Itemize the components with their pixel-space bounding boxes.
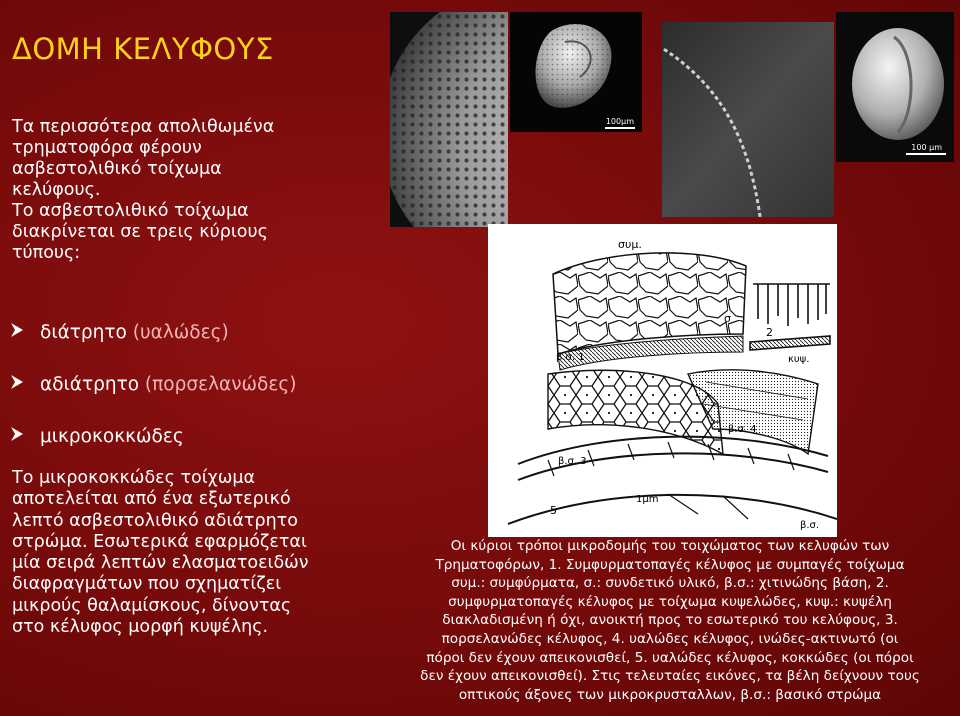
diagram-label: β.σ. 4 xyxy=(728,424,757,435)
body-line: λεπτό ασβεστολιθικό αδιάτρητο xyxy=(12,510,298,531)
body-line: Το μικροκοκκώδες τοίχωμα xyxy=(12,468,256,488)
diagram-label: σ xyxy=(724,312,731,325)
caption-line: οπτικούς άξονες των μικροκρυσταλλων, β.σ.: βασικό στρώμα xyxy=(458,686,882,703)
sem-photo-porcelaneous-test xyxy=(836,12,954,162)
diagram-label: 5 xyxy=(550,504,557,517)
body-line: μία σειρά λεπτών ελασματοειδών xyxy=(12,553,309,574)
scale-label: 100 µm xyxy=(911,143,942,152)
intro-line: κελύφους. xyxy=(12,180,101,200)
list-item xyxy=(10,374,370,426)
diagram-label: β.σ. 3 xyxy=(558,456,587,467)
caption-line: συμ.: συμφύρματα, σ.: συνδετικό υλικό, β.σ.: χιτινώδης βάση, 2. xyxy=(451,575,889,592)
body-line: αποτελείται από ένα εξωτερικό xyxy=(12,489,291,510)
diagram-label: κυψ. xyxy=(788,354,810,365)
intro-text xyxy=(12,117,372,264)
sem-photo-whole-test xyxy=(510,12,642,132)
intro-line: Το ασβεστολιθικό τοίχωμα xyxy=(12,201,249,221)
intro-line: τύπους: xyxy=(12,243,81,263)
diagram-label: 1µm xyxy=(636,494,659,505)
caption-line: δεν έχουν απεικονισθεί). Στις τελευταίες εικόνες, τα βέλη δείχνουν τους xyxy=(420,668,920,685)
body-text xyxy=(12,468,382,638)
list-item xyxy=(10,322,370,374)
diagram-label: συμ. xyxy=(618,238,642,251)
caption-line: διακλαδισμένη ή όχι, ανοικτή προς το εσωτερικό του κελύφους, 3. xyxy=(442,612,898,629)
list-item-label: διάτρητο xyxy=(40,322,127,343)
arrow-bullet-icon xyxy=(10,426,40,447)
list-item-label: αδιάτρητο xyxy=(40,374,140,395)
slide-title: ΔΟΜΗ ΚΕΛΥΦΟΥΣ xyxy=(12,32,274,66)
caption-line: Τρηματοφόρων, 1. Συμφυρματοπαγές κέλυφος με συμπαγές τοίχωμα xyxy=(435,556,905,573)
diagram-label: β.σ. xyxy=(800,520,820,531)
diagram-label: β.σ. 1 xyxy=(556,352,585,363)
caption-line: πορσελανώδες κέλυφος, 4. υαλώδες κέλυφος, ινώδες-ακτινωτό (οι xyxy=(441,630,899,647)
caption-line: συμφυρματοπαγές κέλυφος με τοίχωμα κυψελώδες, κυψ.: κυψέλη xyxy=(448,593,892,610)
caption-line: πόροι δεν έχουν απεικονισθεί, 5. υαλώδες κέλυφος, κοκκώδες (οι πόροι xyxy=(426,649,914,666)
body-line: στρώμα. Εσωτερικά εφαρμόζεται xyxy=(12,531,307,552)
scale-label: 100µm xyxy=(605,117,634,126)
arrow-bullet-icon xyxy=(10,374,40,395)
list-item-label: μικροκοκκώδες xyxy=(40,426,184,447)
figure-caption xyxy=(382,537,958,704)
list-item-note: (υαλώδες) xyxy=(132,322,229,343)
sem-photo-wall-surface xyxy=(662,22,834,217)
arrow-bullet-icon xyxy=(10,322,40,343)
body-line: διαφραγμάτων που σχηματίζει xyxy=(12,574,282,595)
intro-line: τρηματοφόρα φέρουν xyxy=(12,138,202,158)
body-line: στο κέλυφος μορφή κυψέλης. xyxy=(12,617,269,638)
sem-photo-perforate-wall xyxy=(390,12,508,227)
diagram-label: 2 xyxy=(766,326,773,339)
intro-line: Τα περισσότερα απολιθωμένα xyxy=(12,117,275,137)
intro-line: διακρίνεται σε τρεις κύριους xyxy=(12,222,268,242)
wall-type-list xyxy=(10,322,370,478)
wall-microstructure-diagram xyxy=(488,224,837,537)
intro-line: ασβεστολιθικό τοίχωμα xyxy=(12,159,222,179)
body-line: μικρούς θαλαμίσκους, δίνοντας xyxy=(12,595,292,616)
caption-line: Οι κύριοι τρόποι μικροδομής του τοιχώματος των κελυφών των xyxy=(450,538,890,554)
list-item-note: (πορσελανώδες) xyxy=(144,374,297,395)
